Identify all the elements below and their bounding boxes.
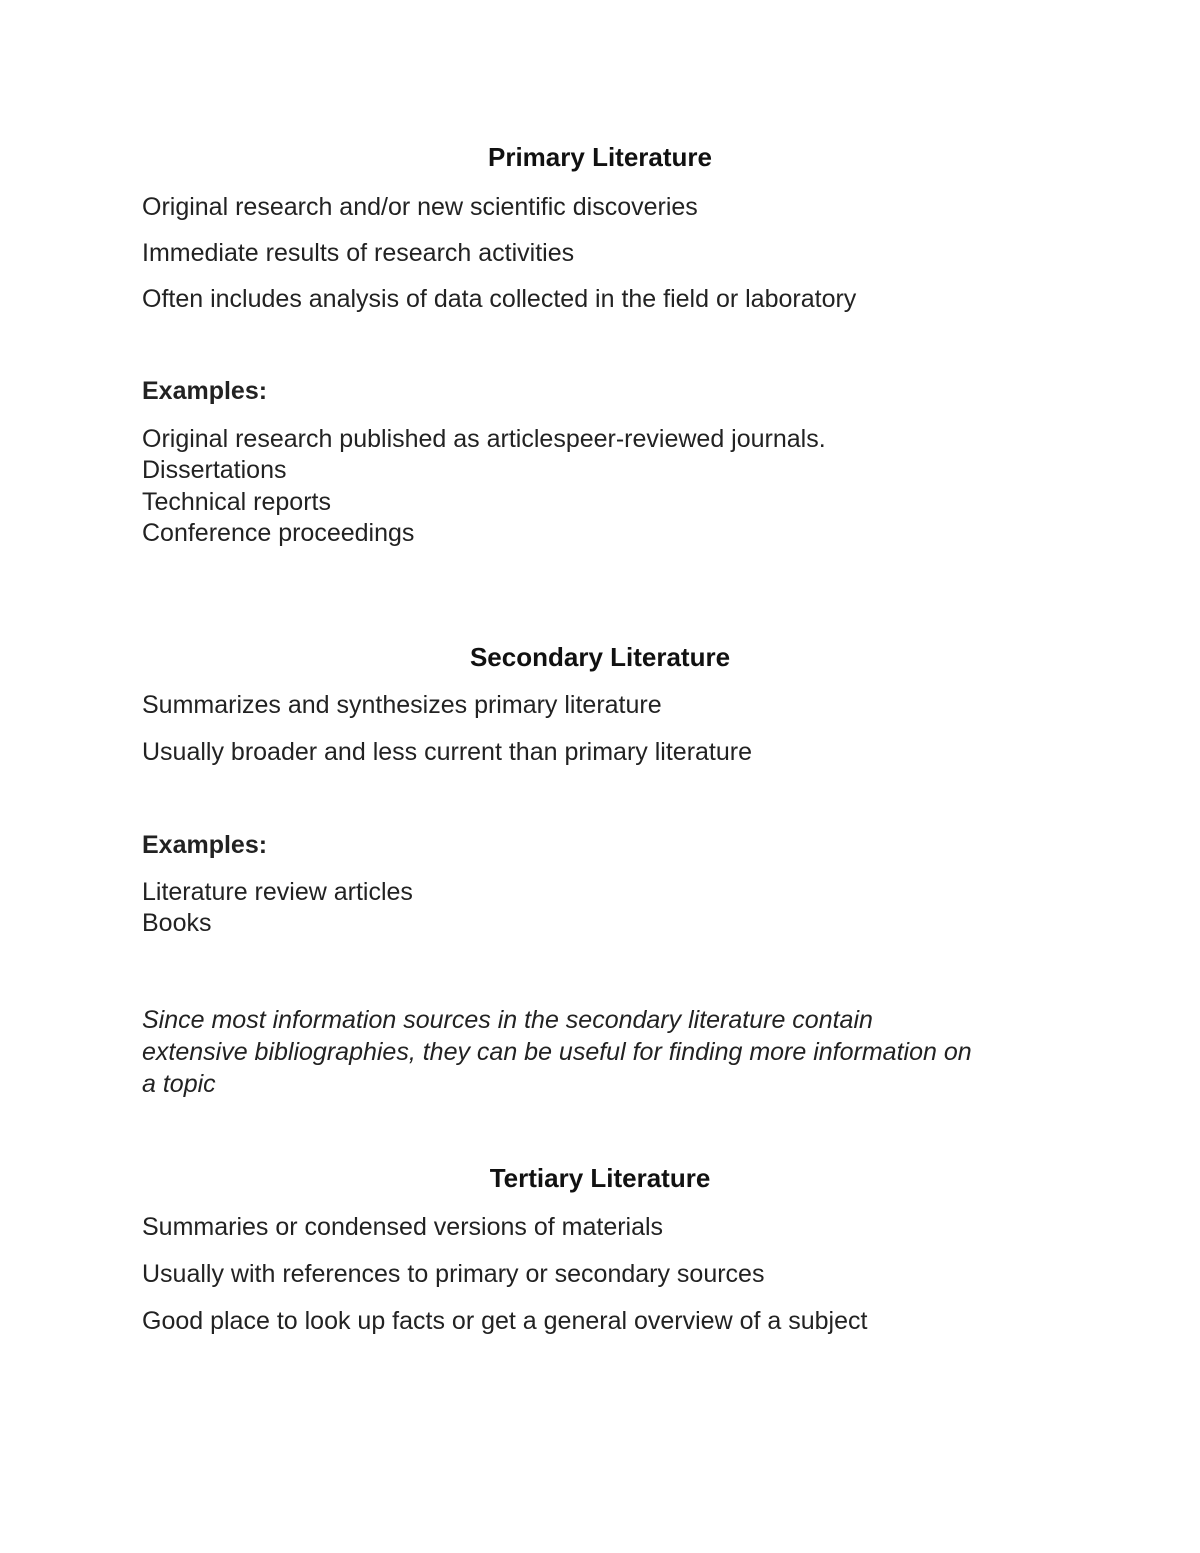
primary-examples-label: Examples: [142, 377, 268, 405]
secondary-note-line-3: a topic [142, 1070, 216, 1098]
primary-example-1: Original research published as articlespeer-reviewed journals. [142, 425, 826, 453]
secondary-example-2: Books [142, 909, 212, 937]
primary-example-2: Dissertations [142, 456, 287, 484]
tertiary-line-2: Usually with references to primary or secondary sources [142, 1260, 765, 1288]
tertiary-line-1: Summaries or condensed versions of materials [142, 1213, 664, 1241]
primary-line-1: Original research and/or new scientific discoveries [142, 193, 698, 221]
primary-line-2: Immediate results of research activities [142, 239, 575, 267]
primary-line-3: Often includes analysis of data collected in the field or laboratory [142, 285, 857, 313]
primary-heading: Primary Literature [488, 142, 712, 172]
tertiary-line-3: Good place to look up facts or get a general overview of a subject [142, 1307, 868, 1335]
secondary-heading: Secondary Literature [469, 642, 731, 672]
tertiary-heading: Tertiary Literature [489, 1163, 711, 1193]
primary-example-4: Conference proceedings [142, 519, 415, 547]
secondary-examples-label: Examples: [142, 831, 268, 859]
secondary-line-1: Summarizes and synthesizes primary literature [142, 691, 662, 719]
secondary-example-1: Literature review articles [142, 878, 413, 906]
primary-example-3: Technical reports [142, 488, 331, 516]
secondary-note-line-1: Since most information sources in the secondary literature contain [142, 1006, 873, 1034]
secondary-line-2: Usually broader and less current than primary literature [142, 738, 752, 766]
secondary-note-line-2: extensive bibliographies, they can be useful for finding more information on [142, 1038, 972, 1066]
